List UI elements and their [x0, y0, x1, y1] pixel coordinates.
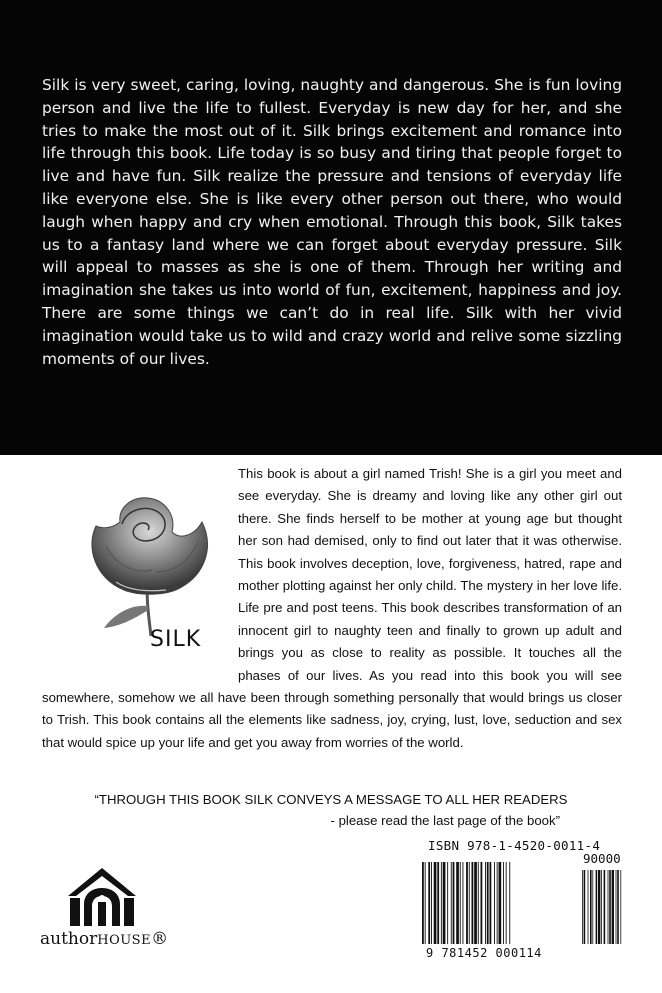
barcode-icon [420, 862, 624, 944]
quote-line-1: “THROUGH THIS BOOK SILK CONVEYS A MESSAGE TO ALL HER READERS [94, 792, 568, 807]
isbn-label: ISBN 978-1-4520-0011-4 [428, 838, 601, 853]
registered-mark: ® [151, 929, 169, 949]
barcode-number: 9 781452 000114 [426, 946, 542, 960]
back-cover-blurb-panel [0, 0, 662, 455]
blurb-text: Silk is very sweet, caring, loving, naughty and dangerous. She is fun loving person and live the life to fullest. Everyday is new day for her, and she tries to make the most out of it. Silk brings excitement and romance into life through this book. Life today is so busy and tiring that people forget to live and have fun. Silk realize the pressure and tensions of everyday life like everyone else. She is like every other person out there, who would laugh when happy and cry when emotional. Through this book, Silk takes us to a fantasy land where we can forget about everyday pressure. Silk will appeal to masses as she is one of them. Through her writing and imagination she takes us into world of fun, excitement, happiness and joy. There are some things we can’t do in real life. Silk with her vivid imagination would take us to wild and crazy world and relive some sizzling moments of our lives. [42, 76, 622, 368]
publisher-name-part2: HOUSE [97, 933, 152, 948]
price-code: 90000 [583, 851, 621, 866]
emblem-label: SILK [150, 627, 202, 652]
quote-line-2: - please read the last page of the book” [330, 813, 560, 828]
publisher-name-part1: author [40, 929, 98, 949]
publisher-name [40, 929, 168, 949]
description-paragraph: This book is about a girl named Trish! She is a girl you meet and see everyday. She is dreamy and loving like any other girl out there. She finds herself to be mother at young age but thought her son had demised, only to find out later that it was otherwise. This book involves deception, love, forgiveness, hatred, rape and mother plotting against her only child. The mystery in her love life. Life pre and post teens. This book describes transformation of an innocent girl to naughty teen and finally to grown up adult and brings you as close to reality as possible. It touches all the phases of our lives. As you read into this book you will see somewhere, somehow we all have been through something personally that would brings us closer to Trish. This book contains all the elements like sadness, joy, crying, lust, love, seduction and sex that would spice up your life and get you away from worries of the world. [42, 466, 622, 750]
authorhouse-logo-icon [40, 862, 200, 972]
